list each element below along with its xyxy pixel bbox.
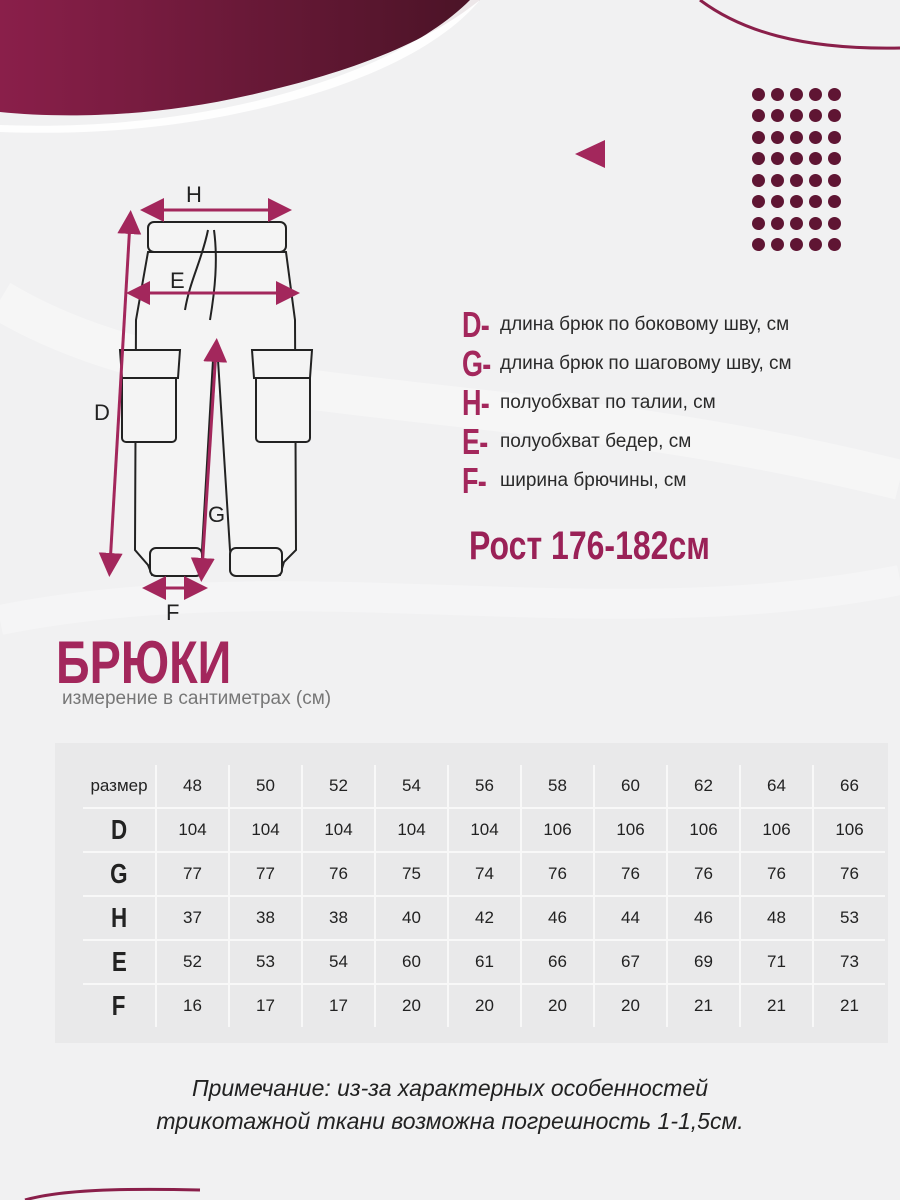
value-cell: 46 [520, 897, 593, 941]
row-label-text: H [110, 902, 128, 933]
size-cell: 66 [812, 765, 885, 809]
value-cell: 76 [593, 853, 666, 897]
value-cell: 20 [520, 985, 593, 1027]
value-cell: 73 [812, 941, 885, 985]
legend-letter: G- [462, 342, 491, 384]
size-table-panel [55, 743, 888, 1043]
value-cell: 104 [374, 809, 447, 853]
value-cell: 20 [447, 985, 520, 1027]
note [0, 1072, 900, 1138]
legend-letter: D- [462, 303, 489, 345]
value-cell: 69 [666, 941, 739, 985]
triangle-decoration [575, 140, 605, 168]
value-cell: 52 [155, 941, 228, 985]
value-cell: 21 [666, 985, 739, 1027]
value-cell: 17 [228, 985, 301, 1027]
table-header-row [83, 765, 885, 809]
legend-row-g [462, 344, 792, 383]
legend-row-e [462, 422, 792, 461]
value-cell: 106 [739, 809, 812, 853]
size-cell: 56 [447, 765, 520, 809]
value-cell: 104 [155, 809, 228, 853]
row-label-text: G [110, 858, 128, 889]
size-cell: 58 [520, 765, 593, 809]
row-label [83, 853, 155, 897]
value-cell: 37 [155, 897, 228, 941]
row-label [83, 985, 155, 1027]
size-cell: 64 [739, 765, 812, 809]
page-subtitle: измерение в сантиметрах (см) [62, 688, 332, 709]
size-cell: 60 [593, 765, 666, 809]
value-cell: 77 [228, 853, 301, 897]
value-cell: 76 [739, 853, 812, 897]
table-row [83, 897, 885, 941]
value-cell: 42 [447, 897, 520, 941]
legend-text: длина брюк по боковому шву, см [500, 313, 790, 335]
label-G: G [208, 502, 226, 527]
value-cell: 66 [520, 941, 593, 985]
label-E: E [170, 268, 185, 293]
value-cell: 46 [666, 897, 739, 941]
value-cell: 53 [812, 897, 885, 941]
table-row [83, 985, 885, 1027]
value-cell: 20 [374, 985, 447, 1027]
value-cell: 76 [520, 853, 593, 897]
label-F: F [166, 600, 180, 625]
row-label [83, 897, 155, 941]
note-line-1: Примечание: из-за характерных особенностей [191, 1075, 709, 1101]
value-cell: 104 [301, 809, 374, 853]
legend-letter: H- [462, 381, 489, 423]
value-cell: 71 [739, 941, 812, 985]
legend-row-d [462, 305, 792, 344]
legend-letter: F- [462, 459, 486, 501]
label-D: D [94, 400, 110, 425]
table-row [83, 853, 885, 897]
value-cell: 21 [812, 985, 885, 1027]
value-cell: 21 [739, 985, 812, 1027]
size-cell: 52 [301, 765, 374, 809]
value-cell: 106 [666, 809, 739, 853]
legend-row-h [462, 383, 792, 422]
legend-text: ширина брючины, см [500, 469, 687, 491]
value-cell: 77 [155, 853, 228, 897]
legend-text: полуобхват по талии, см [500, 391, 716, 413]
value-cell: 17 [301, 985, 374, 1027]
table-row [83, 809, 885, 853]
value-cell: 76 [301, 853, 374, 897]
note-line-2: трикотажной ткани возможна погрешность 1-1,5см. [156, 1108, 744, 1134]
value-cell: 106 [520, 809, 593, 853]
legend-letter: E- [462, 420, 488, 462]
value-cell: 20 [593, 985, 666, 1027]
pants-diagram [90, 170, 320, 630]
value-cell: 76 [812, 853, 885, 897]
value-cell: 40 [374, 897, 447, 941]
value-cell: 106 [812, 809, 885, 853]
size-cell: 50 [228, 765, 301, 809]
value-cell: 67 [593, 941, 666, 985]
measurement-legend [462, 305, 792, 500]
value-cell: 61 [447, 941, 520, 985]
table-row [83, 941, 885, 985]
label-H: H [186, 182, 202, 207]
value-cell: 38 [301, 897, 374, 941]
height-label: Рост 176-182см [469, 524, 710, 568]
size-table [83, 765, 885, 1027]
row-label-text: F [112, 990, 126, 1021]
legend-row-f [462, 461, 792, 500]
value-cell: 60 [374, 941, 447, 985]
value-cell: 44 [593, 897, 666, 941]
value-cell: 104 [447, 809, 520, 853]
size-cell: 62 [666, 765, 739, 809]
legend-text: длина брюк по шаговому шву, см [500, 352, 792, 374]
dot-grid-decoration [752, 88, 846, 254]
legend-text: полуобхват бедер, см [500, 430, 692, 452]
row-label-text: D [110, 814, 128, 845]
row-label [83, 809, 155, 853]
value-cell: 75 [374, 853, 447, 897]
row-label [83, 941, 155, 985]
value-cell: 54 [301, 941, 374, 985]
size-cell: 48 [155, 765, 228, 809]
value-cell: 106 [593, 809, 666, 853]
value-cell: 48 [739, 897, 812, 941]
value-cell: 38 [228, 897, 301, 941]
value-cell: 74 [447, 853, 520, 897]
value-cell: 16 [155, 985, 228, 1027]
size-cell: 54 [374, 765, 447, 809]
value-cell: 104 [228, 809, 301, 853]
header-label: размер [83, 765, 155, 809]
page-title: БРЮКИ [56, 629, 232, 696]
value-cell: 76 [666, 853, 739, 897]
value-cell: 53 [228, 941, 301, 985]
row-label-text: E [111, 946, 127, 977]
